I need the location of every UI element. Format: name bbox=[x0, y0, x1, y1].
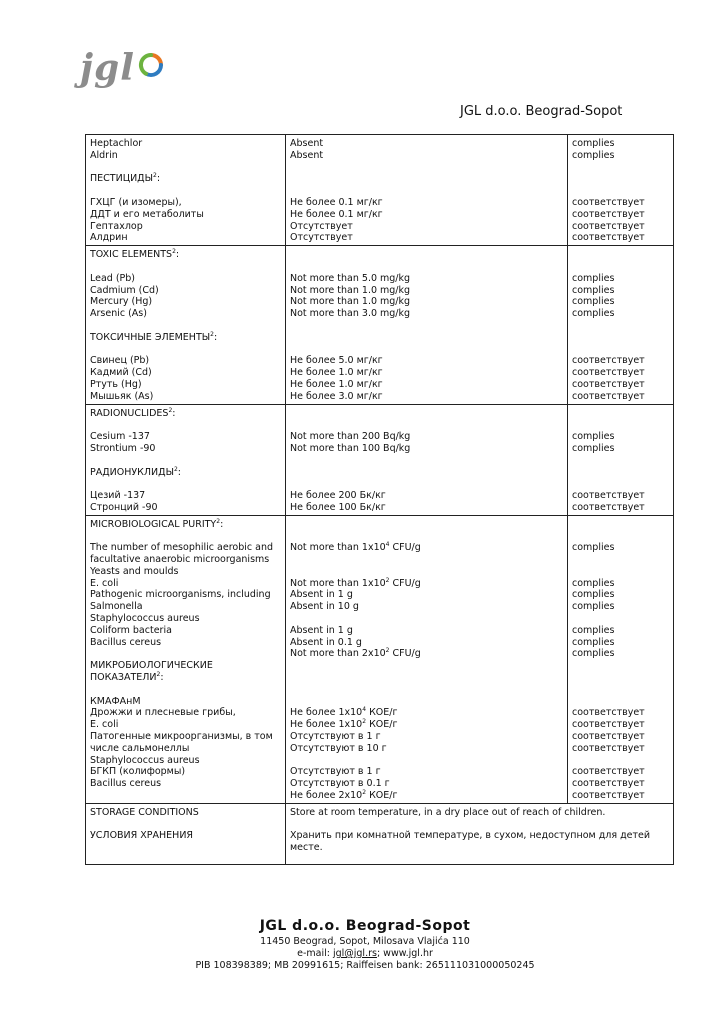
table-cell: соответствует bbox=[572, 196, 645, 208]
table-cell: Не более $1x10^2$ КОЕ/г bbox=[290, 718, 398, 731]
storage-label-ru: УСЛОВИЯ ХРАНЕНИЯ bbox=[90, 830, 194, 842]
micro-limits bbox=[286, 515, 568, 803]
table-cell: Не более 5.0 мг/кг bbox=[290, 355, 383, 367]
toxic-names bbox=[86, 246, 286, 404]
table-cell: complies bbox=[572, 442, 615, 454]
table-cell: Не более $2x10^2$ КОЕ/г bbox=[290, 788, 398, 802]
table-cell: Алдрин bbox=[90, 232, 128, 244]
table-cell: ГХЦГ (и изомеры), bbox=[90, 196, 182, 208]
table-cell: complies bbox=[572, 601, 615, 613]
table-cell: Yeasts and moulds bbox=[90, 565, 179, 577]
table-cell: соответствует bbox=[572, 378, 645, 390]
table-cell: Свинец (Pb) bbox=[90, 355, 150, 367]
footer-registry: PIB 108398389; MB 20991615; Raiffeisen bank: 265111031000050245 bbox=[195, 960, 535, 971]
table-cell: Absent in 0.1 g bbox=[290, 636, 362, 648]
table-cell: соответствует bbox=[572, 766, 645, 778]
table-cell: соответствует bbox=[572, 790, 645, 802]
footer-company-name: JGL d.o.o. Beograd-Sopot bbox=[259, 918, 471, 934]
table-cell: Not more than $2x10^2$ CFU/g bbox=[290, 647, 421, 660]
table-cell: соответствует bbox=[572, 367, 645, 379]
table-cell: Arsenic (As) bbox=[90, 308, 147, 320]
section-title-toxic-en: TOXIC ELEMENTS$^2$: bbox=[90, 248, 180, 261]
table-cell: соответствует bbox=[572, 778, 645, 790]
table-cell: Not more than $1x10^4$ CFU/g bbox=[290, 541, 421, 554]
table-cell: Absent in 10 g bbox=[290, 601, 359, 613]
table-cell: Отсутствуют в 0.1 г bbox=[290, 778, 390, 790]
table-cell: Not more than 1.0 mg/kg bbox=[290, 296, 411, 308]
table-cell: Не более 0.1 мг/кг bbox=[290, 208, 383, 220]
table-cell: соответствует bbox=[572, 719, 645, 731]
table-cell: complies bbox=[572, 296, 615, 308]
table-cell: Дрожжи и плесневые грибы, bbox=[90, 707, 236, 719]
table-cell: соответствует bbox=[572, 742, 645, 754]
footer-contacts bbox=[150, 948, 580, 960]
table-cell: Не более 1.0 мг/кг bbox=[290, 378, 383, 390]
pesticides-names bbox=[86, 135, 286, 246]
table-cell: соответствует bbox=[572, 220, 645, 232]
table-cell: соответствует bbox=[572, 208, 645, 220]
table-cell: Не более 0.1 мг/кг bbox=[290, 196, 383, 208]
table-cell: Not more than 5.0 mg/kg bbox=[290, 272, 411, 284]
table-cell: Not more than 1.0 mg/kg bbox=[290, 284, 411, 296]
pesticides-results bbox=[568, 135, 674, 246]
logo-text: jgl bbox=[80, 47, 135, 89]
table-cell: The number of mesophilic aerobic and facultative anaerobic microorganisms bbox=[90, 542, 273, 566]
table-cell: соответствует bbox=[572, 707, 645, 719]
table-cell: Мышьяк (As) bbox=[90, 390, 154, 402]
table-cell: complies bbox=[572, 272, 615, 284]
storage-values bbox=[286, 803, 674, 864]
section-title-radio-en: RADIONUCLIDES$^2$: bbox=[90, 406, 176, 419]
table-cell: E. coli bbox=[90, 577, 119, 589]
table-cell: ДДТ и его метаболиты bbox=[90, 208, 204, 220]
table-cell: Цезий -137 bbox=[90, 490, 146, 502]
section-title-micro-en: MICROBIOLOGICAL PURITY$^2$: bbox=[90, 517, 224, 530]
table-cell: complies bbox=[572, 624, 615, 636]
table-cell: complies bbox=[572, 636, 615, 648]
table-cell: соответствует bbox=[572, 355, 645, 367]
table-cell: Cadmium (Cd) bbox=[90, 284, 159, 296]
pesticides-limits bbox=[286, 135, 568, 246]
table-cell: Cesium -137 bbox=[90, 431, 150, 443]
table-cell: Absent in 1 g bbox=[290, 624, 353, 636]
toxic-elements-section bbox=[86, 246, 674, 404]
table-cell: Mercury (Hg) bbox=[90, 296, 153, 308]
table-cell: Pathogenic microorganisms, including Salmonella bbox=[90, 589, 271, 613]
table-cell: Ртуть (Hg) bbox=[90, 378, 142, 390]
table-cell: complies bbox=[572, 577, 615, 589]
radionuclides-section bbox=[86, 404, 674, 515]
table-cell: Not more than 3.0 mg/kg bbox=[290, 308, 411, 320]
footer-email-link[interactable]: jgl@jgl.rs bbox=[332, 948, 377, 959]
microbiological-section bbox=[86, 515, 674, 803]
table-cell: Не более 1.0 мг/кг bbox=[290, 367, 383, 379]
table-cell: Heptachlor bbox=[90, 138, 143, 149]
table-cell: Отсутствует bbox=[290, 232, 353, 244]
table-cell: Lead (Pb) bbox=[90, 272, 136, 284]
storage-value-en: Store at room temperature, in a dry place out of reach of children. bbox=[290, 806, 606, 818]
section-title-pesticides-ru: ПЕСТИЦИДЫ$^2$: bbox=[90, 172, 161, 185]
footer-address: 11450 Beograd, Sopot, Milosava Vlajića 110 bbox=[260, 936, 470, 947]
footer-web: ; www.jgl.hr bbox=[376, 948, 433, 959]
section-title-micro-ru: МИКРОБИОЛОГИЧЕСКИЕ ПОКАЗАТЕЛИ$^2$: bbox=[90, 660, 213, 684]
radio-names bbox=[86, 404, 286, 515]
table-cell: complies bbox=[572, 542, 615, 554]
header-company-name: JGL d.o.o. Beograd-Sopot bbox=[460, 104, 623, 119]
table-cell: Отсутствуют в 1 г bbox=[290, 766, 381, 778]
section-title-radio-ru: РАДИОНУКЛИДЫ$^2$: bbox=[90, 465, 181, 478]
table-cell: Не более 200 Бк/кг bbox=[290, 490, 386, 502]
table-cell: complies bbox=[572, 284, 615, 296]
table-cell: Aldrin bbox=[90, 149, 118, 161]
table-cell: Coliform bacteria bbox=[90, 624, 172, 636]
table-cell: Не более $1x10^4$ КОЕ/г bbox=[290, 706, 398, 719]
toxic-limits bbox=[286, 246, 568, 404]
radio-results bbox=[568, 404, 674, 515]
table-cell: Bacillus cereus bbox=[90, 636, 162, 648]
table-cell: Патогенные микроорганизмы, в том числе сальмонеллы bbox=[90, 731, 273, 754]
table-cell: Not more than $1x10^2$ CFU/g bbox=[290, 576, 421, 589]
logo-swirl-icon bbox=[138, 52, 164, 78]
table-cell: Отсутствуют в 10 г bbox=[290, 742, 387, 754]
table-cell: Strontium -90 bbox=[90, 442, 156, 454]
table-cell: Absent bbox=[290, 138, 324, 149]
table-cell: complies bbox=[572, 431, 615, 443]
specification-table bbox=[85, 134, 674, 865]
table-cell: E. coli bbox=[90, 719, 119, 731]
table-cell: БГКП (колиформы) bbox=[90, 766, 186, 778]
table-cell: complies bbox=[572, 308, 615, 320]
table-cell: Not more than 200 Bq/kg bbox=[290, 431, 411, 443]
table-cell: соответствует bbox=[572, 232, 645, 244]
table-cell: соответствует bbox=[572, 731, 645, 743]
table-cell: соответствует bbox=[572, 490, 645, 502]
table-cell: Absent bbox=[290, 149, 324, 161]
table-cell: Отсутствует bbox=[290, 220, 353, 232]
footer-email-label: e-mail: bbox=[297, 948, 330, 959]
pesticides-section bbox=[86, 135, 674, 246]
table-cell: Absent in 1 g bbox=[290, 589, 353, 601]
table-cell: complies bbox=[572, 648, 615, 660]
table-cell: complies bbox=[572, 589, 615, 601]
micro-names bbox=[86, 515, 286, 803]
table-cell: соответствует bbox=[572, 501, 645, 513]
table-cell: Staphylococcus aureus bbox=[90, 613, 200, 625]
table-cell: Bacillus cereus bbox=[90, 778, 162, 790]
storage-section bbox=[86, 803, 674, 864]
storage-value-ru: Хранить при комнатной температуре, в сухом, недоступном для детей месте. bbox=[290, 830, 651, 854]
table-cell: КМАФАнМ bbox=[90, 695, 141, 707]
table-cell: complies bbox=[572, 138, 615, 149]
table-cell: Staphylococcus aureus bbox=[90, 754, 200, 766]
table-cell: Гептахлор bbox=[90, 220, 143, 232]
page-footer bbox=[150, 918, 580, 972]
section-title-toxic-ru: ТОКСИЧНЫЕ ЭЛЕМЕНТЫ$^2$: bbox=[90, 330, 218, 343]
table-cell: Стронций -90 bbox=[90, 501, 158, 513]
table-cell: Не более 100 Бк/кг bbox=[290, 501, 386, 513]
toxic-results bbox=[568, 246, 674, 404]
table-cell: Кадмий (Cd) bbox=[90, 367, 152, 379]
radio-limits bbox=[286, 404, 568, 515]
micro-results bbox=[568, 515, 674, 803]
storage-label-en: STORAGE CONDITIONS bbox=[90, 806, 199, 818]
table-cell: Not more than 100 Bq/kg bbox=[290, 442, 411, 454]
table-cell: Не более 3.0 мг/кг bbox=[290, 390, 383, 402]
table-cell: Отсутствуют в 1 г bbox=[290, 731, 381, 743]
table-cell: соответствует bbox=[572, 390, 645, 402]
table-cell: complies bbox=[572, 149, 615, 161]
storage-labels bbox=[86, 803, 286, 864]
